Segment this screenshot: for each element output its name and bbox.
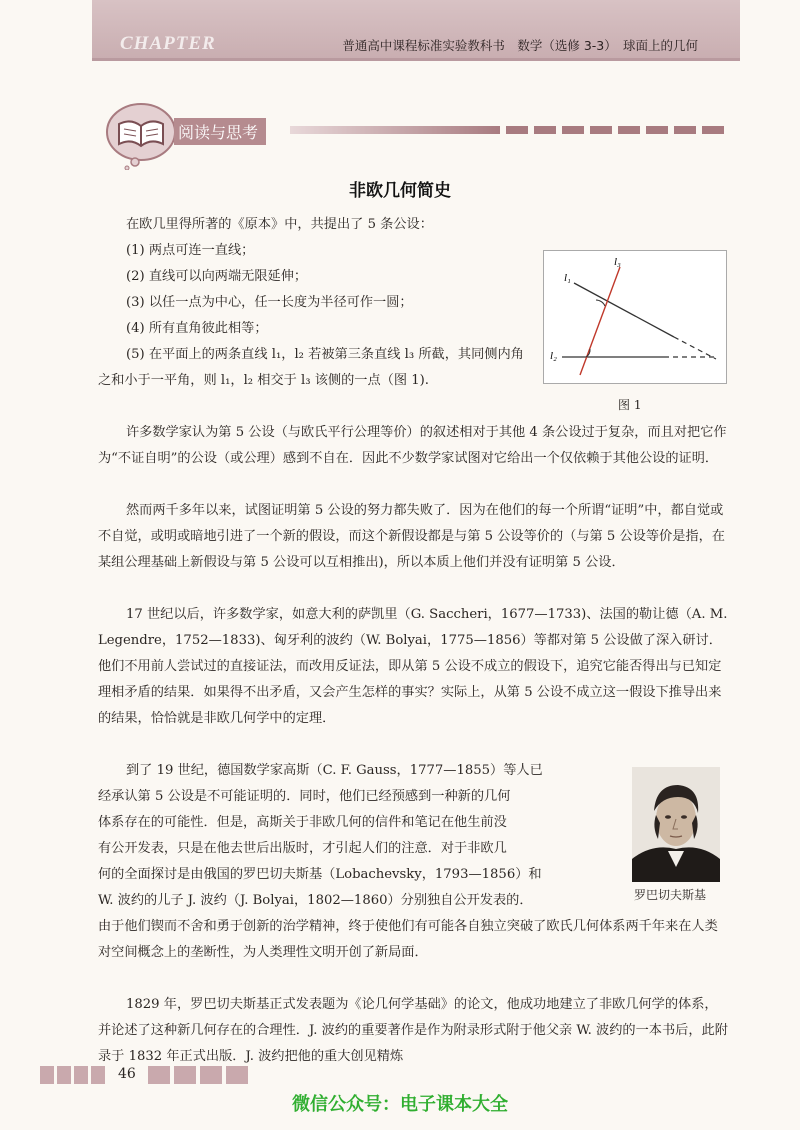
figure-1-caption: 图 1 (618, 398, 642, 412)
book-title: 普通高中课程标准实验教科书 数学（选修 3-3） 球面上的几何 (342, 38, 698, 53)
chapter-label: CHAPTER (120, 33, 216, 54)
label-l1: l₁ (564, 272, 571, 284)
portrait-caption: 罗巴切夫斯基 (634, 888, 707, 902)
article-title: 非欧几何简史 (349, 181, 451, 201)
paragraph-4-line-6: W. 波约的儿子 J. 波约（J. Bolyai，1802—1860）分别独自公开发表的． (98, 893, 533, 908)
paragraph-4-tail: 由于他们锲而不舍和勇于创新的治学精神，终于使他们有可能各自独立突破了欧氏几何体系两千年来在人类对空间概念上的垄断性，为人类理性文明开创了新局面． (98, 919, 718, 960)
page-number: 46 (118, 1066, 136, 1082)
paragraph-4-line-2: 经承认第 5 公设是不可能证明的．同时，他们已经预感到一种新的几何 (98, 789, 511, 804)
footer-decoration-right (148, 1066, 248, 1084)
decorative-divider (290, 126, 724, 134)
footer-decoration-left (40, 1066, 105, 1084)
open-book-icon (105, 98, 177, 170)
postulate-3: (3) 以任一点为中心，任一长度为半径可作一圆； (126, 295, 413, 310)
section-tag: 阅读与思考 (174, 118, 266, 145)
postulate-1: (1) 两点可连一直线； (126, 243, 255, 258)
label-l2: l₂ (550, 350, 557, 362)
paragraph-4-line-5: 何的全面探讨是由俄国的罗巴切夫斯基（Lobachevsky，1793—1856）和 (98, 867, 542, 882)
paragraph-3: 17 世纪以后，许多数学家，如意大利的萨凯里（G. Saccheri，1677—1733)、法国的勒让德（A. M. Legendre，1752—1833)、匈牙利的波约（W. Bolyai，1775—1856）等都对第 5 公设做了深入研讨．他们不用前人尝试过的直接证法，而改用反证法，即从第 5 公设不成立的假设下，追究它能否得出与已知定理相矛盾的结果．如果得不出矛盾，又会产生怎样的事实？实际上，从第 5 公设不成立这一假设下推导出来的结果，恰恰就是非欧几何学中的定理． (98, 607, 728, 726)
paragraph-4-line-3: 体系存在的可能性．但是，高斯关于非欧几何的信件和笔记在他生前没 (98, 815, 507, 830)
paragraph-1: 许多数学家认为第 5 公设（与欧氏平行公理等价）的叙述相对于其他 4 条公设过于复杂，而且对把它作为“不证自明”的公设（或公理）感到不自在．因此不少数学家试图对它给出一个仅依赖于其他公设的证明． (98, 425, 727, 466)
paragraph-4-line-1: 到了 19 世纪，德国数学家高斯（C. F. Gauss，1777—1855）等人已 (126, 763, 543, 778)
paragraph-5: 1829 年，罗巴切夫斯基正式发表题为《论几何学基础》的论文，他成功地建立了非欧几何学的体系，并论述了这种新几何存在的合理性．J. 波约的重要著作是作为附录形式附于他父亲 W. 波约的一本书后，此附录于 1832 年正式出版．J. 波约把他的重大创见精炼 (98, 997, 728, 1064)
postulate-5: (5) 在平面上的两条直线 l₁，l₂ 若被第三条直线 l₃ 所截，其同侧内角之和小于一平角，则 l₁，l₂ 相交于 l₃ 该侧的一点（图 1). (98, 347, 524, 388)
figure-1 (543, 250, 727, 384)
page-header (92, 0, 740, 61)
intro-text: 在欧几里得所著的《原本》中，共提出了 5 条公设： (126, 217, 433, 232)
watermark-text: 微信公众号：电子课本大全 (292, 1094, 508, 1115)
postulate-2: (2) 直线可以向两端无限延伸； (126, 269, 308, 284)
paragraph-4-line-4: 有公开发表，只是在他去世后出版时，才引起人们的注意．对于非欧几 (98, 841, 507, 856)
parallel-lines-diagram (544, 251, 726, 383)
lobachevsky-portrait (632, 767, 720, 882)
paragraph-2: 然而两千多年以来，试图证明第 5 公设的努力都失败了．因为在他们的每一个所谓“证明”中，都自觉或不自觉，或明或暗地引进了一个新的假设，而这个新假设都是与第 5 公设等价的（与第 5 公设等价是指，在某组公理基础上新假设与第 5 公设可以互相推出)，所以本质上他们并没有证明第 5 公设． (98, 503, 725, 570)
label-l3: l₃ (614, 256, 621, 268)
postulate-4: (4) 所有直角彼此相等； (126, 321, 268, 336)
